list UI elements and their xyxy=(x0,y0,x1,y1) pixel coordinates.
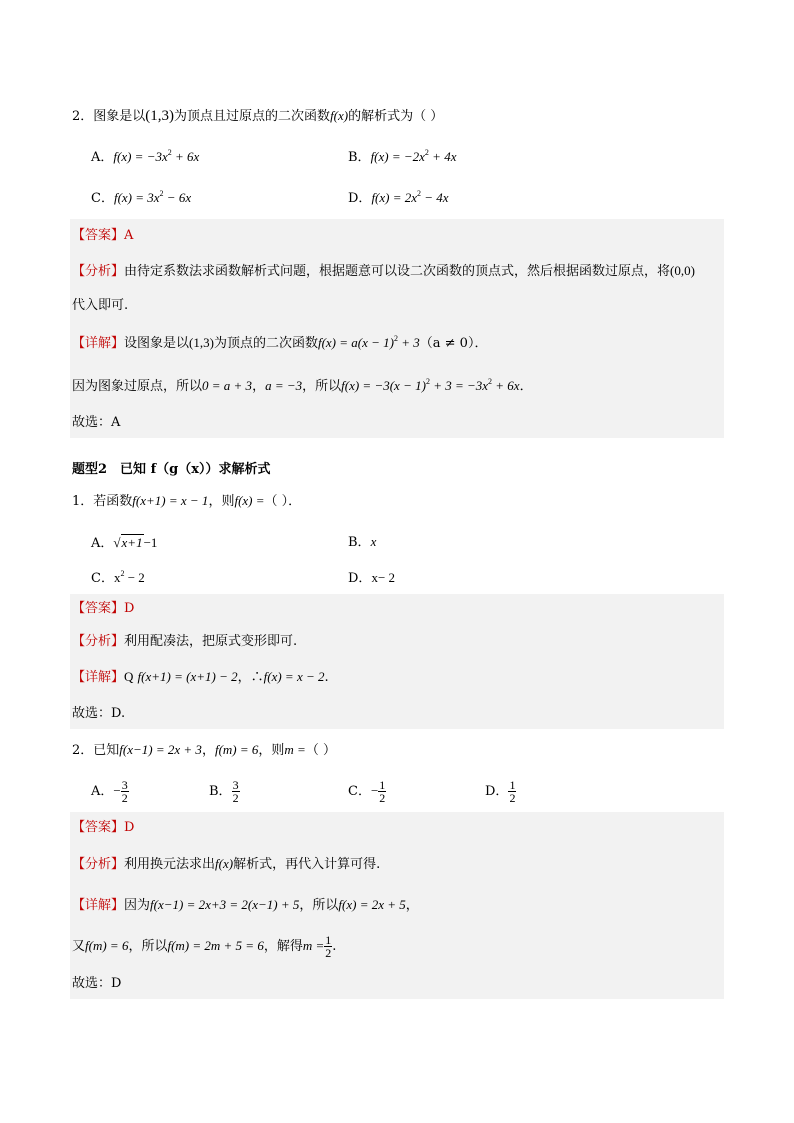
math-point: (0,0) xyxy=(670,263,695,278)
exponent: 2 xyxy=(120,569,125,578)
detail-text: ． xyxy=(519,379,533,394)
detail-text: . xyxy=(332,939,337,954)
analysis-text: 解析式，再代入计算可得. xyxy=(233,857,381,872)
option-letter: D． xyxy=(485,784,509,799)
math-expr: + 6x xyxy=(492,378,520,393)
option-letter: C． xyxy=(348,784,371,799)
detail-text: 设图象是以 xyxy=(124,336,190,351)
stem-text: （ ）． xyxy=(264,494,302,509)
math-fx: f(x) xyxy=(330,108,349,123)
option-expr: x xyxy=(370,534,377,549)
s2q2-option-c[interactable] xyxy=(348,778,386,805)
fraction xyxy=(232,779,240,804)
math-fx: f(x) xyxy=(215,856,234,871)
s2q1-detail xyxy=(72,669,329,686)
analysis-text: 利用配凑法，把原式变形即可. xyxy=(124,634,298,649)
s2q2-answer xyxy=(72,820,134,836)
option-expr: + 6x xyxy=(171,149,200,164)
option-expr: −1 xyxy=(143,535,158,550)
fraction-denominator: 2 xyxy=(325,946,332,960)
s2q1-option-b[interactable] xyxy=(348,534,376,551)
s2q2-option-a[interactable] xyxy=(91,778,129,805)
option-expr: − 4x xyxy=(421,190,449,205)
option-expr: − 2 xyxy=(124,570,145,585)
fraction-numerator: 1 xyxy=(509,778,516,792)
analysis-tag: 【分析】 xyxy=(72,857,125,872)
option-letter: A． xyxy=(91,784,114,799)
option-expr: x xyxy=(113,570,121,585)
option-letter: A． xyxy=(91,150,114,165)
s2q1-option-c[interactable] xyxy=(91,570,145,587)
option-letter: C． xyxy=(91,571,114,586)
q2-stem xyxy=(72,108,443,125)
detail-tag: 【详解】 xyxy=(72,670,125,685)
option-letter: A． xyxy=(91,536,114,551)
s2q2-detail-line1 xyxy=(72,897,419,914)
detail-text: ， xyxy=(405,898,419,913)
exponent: 2 xyxy=(159,189,164,198)
stem-text: ，则 xyxy=(208,494,235,509)
math-expr: f(x+1) = (x+1) − 2 xyxy=(137,669,238,684)
sqrt-radicand: x+1 xyxy=(121,535,143,550)
fraction-denominator: 2 xyxy=(232,791,239,805)
stem-text: 为顶点且过原点的二次函数 xyxy=(174,109,331,124)
section-title: 题型2 已知 f（g（x））求解析式 xyxy=(72,462,271,477)
detail-text: 为顶点的二次函数 xyxy=(213,336,318,351)
option-expr: f(x) = 3x xyxy=(113,190,160,205)
q2-detail-line1 xyxy=(72,335,487,352)
option-letter: B． xyxy=(348,150,371,165)
q2-answer xyxy=(72,228,133,244)
fraction-numerator: 3 xyxy=(232,778,239,792)
because-symbol: Q xyxy=(124,669,134,684)
s2q1-answer xyxy=(72,601,134,617)
fraction-numerator: 1 xyxy=(325,933,332,947)
fraction xyxy=(508,779,516,804)
detail-tag: 【详解】 xyxy=(72,336,125,351)
exponent: 2 xyxy=(425,377,430,386)
fraction xyxy=(378,779,386,804)
detail-text: 又 xyxy=(72,939,86,954)
option-expr: f(x) = −2x xyxy=(370,149,425,164)
math-expr: f(x) = 2x + 5 xyxy=(338,897,406,912)
option-letter: D． xyxy=(348,571,372,586)
fraction-denominator: 2 xyxy=(121,791,128,805)
option-letter: B． xyxy=(348,535,371,550)
stem-text: 已知 xyxy=(93,743,120,758)
answer-value: D xyxy=(124,820,135,835)
option-letter: B． xyxy=(209,784,232,799)
s2q2-stem xyxy=(72,742,336,759)
math-vertex: (1,3) xyxy=(189,335,214,350)
question-number: 2． xyxy=(72,109,94,124)
exponent: 2 xyxy=(167,148,172,157)
fraction-denominator: 2 xyxy=(509,791,516,805)
detail-text: （a ≠ 0）． xyxy=(419,336,488,351)
answer-tag: 【答案】 xyxy=(72,228,125,243)
sqrt-icon: √ xyxy=(113,535,121,550)
s2q2-detail-line2 xyxy=(72,932,336,961)
s2q1-stem xyxy=(72,493,301,510)
math-expr: f(m) = 6 xyxy=(214,742,259,757)
option-letter: C． xyxy=(91,191,114,206)
q2-detail-line2 xyxy=(72,378,533,395)
detail-text: 因为图象过原点，所以 xyxy=(72,379,203,394)
detail-text: ，解得 xyxy=(263,939,303,954)
detail-text: ，∴ xyxy=(237,670,264,685)
math-expr: f(x) = a(x − 1) xyxy=(317,335,394,350)
math-expr: f(x−1) = 2x+3 = 2(x−1) + 5 xyxy=(150,897,300,912)
option-letter: D． xyxy=(348,191,372,206)
q2-analysis-line2: 代入即可. xyxy=(72,298,129,313)
option-expr: f(x) = −3x xyxy=(113,149,168,164)
s2q1-option-d[interactable] xyxy=(348,570,395,587)
math-expr: m = xyxy=(302,938,325,953)
s2q2-choice: 故选：D xyxy=(72,976,122,991)
s2q2-option-d[interactable] xyxy=(485,778,516,805)
q2-option-b[interactable] xyxy=(348,149,456,166)
stem-text: 的解析式为（ ） xyxy=(348,109,444,124)
stem-text: 图象是以 xyxy=(93,109,146,124)
math-expr: m = xyxy=(284,742,306,757)
analysis-tag: 【分析】 xyxy=(72,634,125,649)
s2q1-analysis xyxy=(72,634,297,650)
math-vertex: (1,3) xyxy=(145,108,175,124)
math-expr: f(x) = xyxy=(234,493,265,508)
option-expr: x− 2 xyxy=(371,570,396,585)
stem-text: 若函数 xyxy=(93,494,133,509)
question-number: 2． xyxy=(72,743,94,758)
math-expr: a = −3 xyxy=(265,378,303,393)
math-expr: f(x−1) = 2x + 3 xyxy=(119,742,202,757)
stem-text: ，则 xyxy=(258,743,285,758)
math-expr: f(x+1) = x − 1 xyxy=(132,493,209,508)
s2q1-option-a[interactable] xyxy=(91,535,157,552)
question-number: 1． xyxy=(72,494,94,509)
answer-tag: 【答案】 xyxy=(72,601,125,616)
answer-value: D xyxy=(124,601,135,616)
math-expr: f(m) = 6 xyxy=(85,938,129,953)
s2q2-analysis xyxy=(72,856,380,873)
math-expr: 0 = a + 3 xyxy=(202,378,253,393)
answer-value: A xyxy=(124,228,134,243)
exponent: 2 xyxy=(488,377,493,386)
math-expr: f(x) = −3(x − 1) xyxy=(341,378,426,393)
stem-text: （ ） xyxy=(305,743,336,758)
detail-tag: 【详解】 xyxy=(72,898,125,913)
math-expr: + 3 = −3x xyxy=(429,378,489,393)
math-expr: f(m) = 2m + 5 = 6 xyxy=(167,938,264,953)
s2q2-option-b[interactable] xyxy=(209,778,240,805)
fraction-numerator: 1 xyxy=(379,778,386,792)
q2-solution-panel xyxy=(70,219,724,438)
exponent: 2 xyxy=(424,148,429,157)
detail-text: ， xyxy=(252,379,266,394)
exponent: 2 xyxy=(417,189,422,198)
answer-tag: 【答案】 xyxy=(72,820,125,835)
math-expr: + 3 xyxy=(397,335,420,350)
q2-analysis-line1 xyxy=(72,263,695,280)
detail-text: . xyxy=(324,670,329,685)
q2-option-d[interactable] xyxy=(348,190,449,207)
stem-text: ， xyxy=(201,743,215,758)
minus-sign: − xyxy=(370,783,379,798)
q2-option-a[interactable] xyxy=(91,149,199,166)
fraction-denominator: 2 xyxy=(379,791,386,805)
detail-text: ，所以 xyxy=(302,379,342,394)
analysis-tag: 【分析】 xyxy=(72,264,125,279)
s2q1-choice: 故选：D. xyxy=(72,706,126,721)
option-expr: f(x) = 2x xyxy=(371,190,418,205)
q2-choice: 故选：A xyxy=(72,415,121,430)
option-expr: + 4x xyxy=(428,149,457,164)
detail-text: ，所以 xyxy=(299,898,339,913)
s2q1-solution-panel xyxy=(70,594,724,729)
analysis-text: 由待定系数法求函数解析式问题，根据题意可以设二次函数的顶点式，然后根据函数过原点，将 xyxy=(124,264,671,279)
q2-option-c[interactable] xyxy=(91,190,191,207)
exponent: 2 xyxy=(393,334,398,343)
fraction xyxy=(121,779,129,804)
fraction-numerator: 3 xyxy=(121,778,128,792)
option-expr: − 6x xyxy=(163,190,192,205)
detail-text: ，所以 xyxy=(128,939,168,954)
analysis-text: 利用换元法求出 xyxy=(124,857,216,872)
detail-text: 因为 xyxy=(124,898,151,913)
math-expr: f(x) = x − 2 xyxy=(263,669,325,684)
minus-sign: − xyxy=(113,783,121,798)
